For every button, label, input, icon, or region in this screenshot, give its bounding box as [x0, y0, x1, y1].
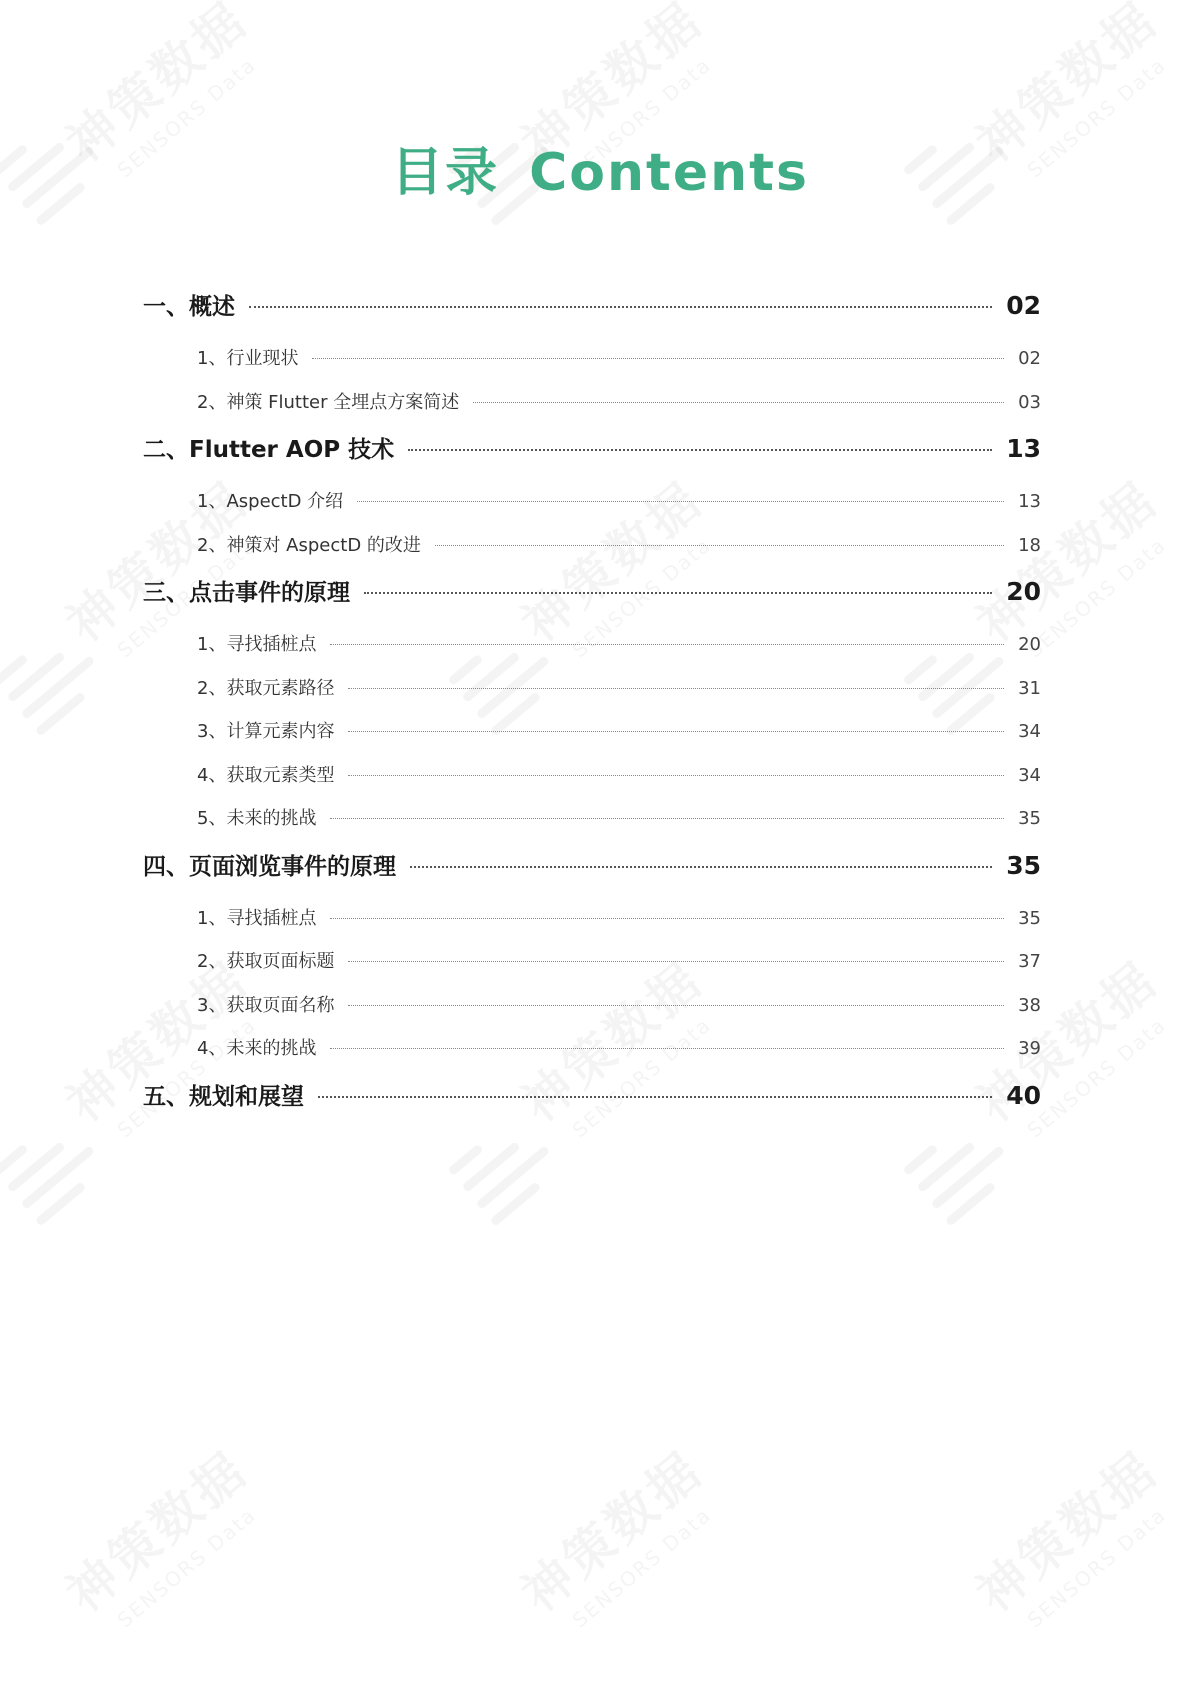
- page-title: [0, 130, 1200, 205]
- dot-leader: [410, 866, 992, 868]
- toc-page-number: 02: [1006, 291, 1041, 320]
- toc-page-number: 35: [1018, 907, 1041, 929]
- toc-section[interactable]: [143, 574, 1041, 630]
- toc-item-label: 2、神策对 AspectD 的改进: [197, 534, 421, 556]
- toc-section-label: 二、Flutter AOP 技术: [143, 437, 395, 463]
- toc-item-label: 1、行业现状: [197, 348, 299, 369]
- toc-item-label: 1、寻找插桩点: [197, 634, 317, 655]
- toc-section[interactable]: [143, 1078, 1041, 1134]
- toc-item-label: 1、AspectD 介绍: [197, 491, 344, 512]
- toc-page-number: 34: [1018, 721, 1041, 742]
- toc-item[interactable]: [143, 1034, 1041, 1078]
- toc-page-number: 03: [1018, 391, 1041, 413]
- toc-page-number: 40: [1006, 1080, 1041, 1110]
- toc-item[interactable]: [143, 674, 1041, 718]
- toc-page-number: 13: [1006, 434, 1041, 463]
- toc-page-number: 37: [1018, 951, 1041, 972]
- table-of-contents: [143, 288, 1041, 1134]
- toc-section[interactable]: [143, 431, 1041, 487]
- toc-page-number: 34: [1018, 764, 1041, 786]
- toc-page-number: 02: [1018, 348, 1041, 369]
- dot-leader: [249, 306, 992, 308]
- toc-section-label: 五、规划和展望: [143, 1083, 304, 1110]
- toc-item-label: 5、未来的挑战: [197, 808, 317, 829]
- toc-section-label: 四、页面浏览事件的原理: [143, 853, 396, 880]
- dot-leader: [348, 1005, 1004, 1006]
- toc-item[interactable]: [143, 761, 1041, 805]
- dot-leader: [348, 688, 1004, 689]
- toc-item-label: 4、未来的挑战: [197, 1038, 317, 1059]
- dot-leader: [330, 1048, 1004, 1049]
- toc-item-label: 2、获取页面标题: [197, 951, 335, 972]
- toc-page-number: 13: [1018, 491, 1041, 512]
- dot-leader: [473, 402, 1004, 403]
- watermark-logo-icon: [0, 621, 118, 746]
- toc-item[interactable]: [143, 344, 1041, 388]
- toc-item-label: 3、计算元素内容: [197, 721, 335, 742]
- toc-item[interactable]: [143, 904, 1041, 948]
- toc-page-number: 35: [1006, 850, 1041, 880]
- toc-page-number: 20: [1018, 634, 1041, 655]
- toc-item-label: 1、寻找插桩点: [197, 907, 317, 929]
- dot-leader: [330, 818, 1004, 819]
- dot-leader: [435, 545, 1004, 546]
- toc-section[interactable]: [143, 848, 1041, 904]
- dot-leader: [357, 501, 1004, 502]
- toc-page-number: 31: [1018, 677, 1041, 699]
- dot-leader: [408, 449, 992, 451]
- toc-item-label: 4、获取元素类型: [197, 764, 335, 786]
- toc-page-number: 20: [1006, 577, 1041, 606]
- watermark: [49, 1432, 277, 1646]
- watermark: [504, 1432, 732, 1646]
- toc-item-label: 2、获取元素路径: [197, 677, 335, 699]
- toc-section[interactable]: [143, 288, 1041, 344]
- toc-page-number: 18: [1018, 534, 1041, 556]
- toc-item-label: 2、神策 Flutter 全埋点方案简述: [197, 391, 460, 413]
- toc-section-label: 三、点击事件的原理: [143, 580, 350, 606]
- toc-item[interactable]: [143, 630, 1041, 674]
- dot-leader: [348, 775, 1004, 776]
- toc-section-label: 一、概述: [143, 294, 235, 320]
- dot-leader: [312, 358, 1004, 359]
- watermark-logo-icon: [0, 1111, 118, 1236]
- dot-leader: [364, 592, 992, 594]
- page-title-cn: 目录: [391, 143, 500, 203]
- toc-item[interactable]: [143, 947, 1041, 991]
- dot-leader: [348, 961, 1004, 962]
- dot-leader: [348, 731, 1004, 732]
- dot-leader: [330, 644, 1004, 645]
- toc-page-number: 35: [1018, 808, 1041, 829]
- toc-item[interactable]: [143, 388, 1041, 432]
- toc-page-number: 39: [1018, 1038, 1041, 1059]
- toc-item[interactable]: [143, 531, 1041, 575]
- toc-item-label: 3、获取页面名称: [197, 994, 335, 1016]
- dot-leader: [318, 1096, 992, 1098]
- dot-leader: [330, 918, 1004, 919]
- watermark: [959, 1432, 1187, 1646]
- toc-item[interactable]: [143, 717, 1041, 761]
- toc-item[interactable]: [143, 487, 1041, 531]
- toc-item[interactable]: [143, 804, 1041, 848]
- toc-item[interactable]: [143, 991, 1041, 1035]
- toc-page-number: 38: [1018, 994, 1041, 1016]
- page-title-en: Contents: [529, 143, 809, 203]
